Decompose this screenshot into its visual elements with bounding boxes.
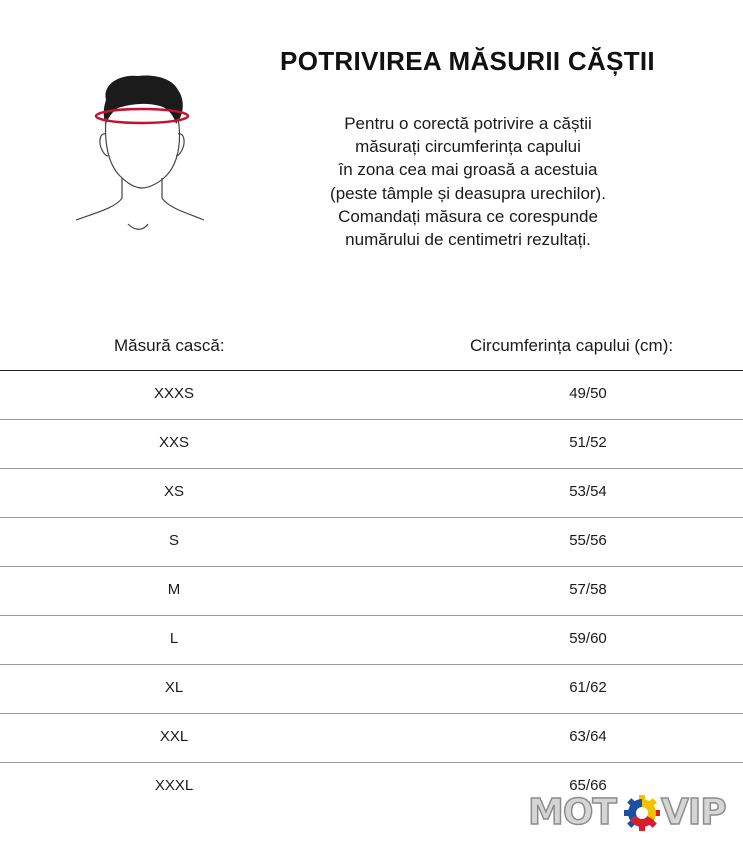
logo-text-right: VIP (661, 792, 726, 833)
instruction-line: numărului de centimetri rezultați. (345, 230, 591, 250)
motovip-logo (528, 792, 738, 834)
head-measurement-icon (72, 72, 212, 234)
table-row (0, 616, 743, 665)
gear-icon (623, 794, 661, 832)
column-header-size: Măsură cască: (114, 336, 225, 355)
size-cell: XL (164, 679, 184, 696)
instruction-line: în zona cea mai groasă a acestuia (338, 160, 598, 180)
circumference-cell: 65/66 (569, 777, 607, 794)
circumference-cell: 59/60 (569, 630, 607, 647)
table-row (0, 567, 743, 616)
circumference-cell: 55/56 (569, 532, 607, 549)
size-table (0, 371, 743, 811)
circumference-cell: 51/52 (569, 434, 607, 451)
table-row (0, 469, 743, 518)
size-cell: L (169, 630, 179, 647)
instruction-line: Pentru o corectă potrivire a căștii (344, 114, 592, 133)
size-cell: XXL (159, 728, 189, 745)
table-row (0, 714, 743, 763)
instruction-line: măsurați circumferința capului (355, 137, 581, 157)
circumference-cell: 63/64 (569, 728, 607, 745)
logo-text-left: MOT (528, 792, 616, 833)
circumference-cell: 61/62 (569, 679, 607, 696)
column-header-circumference: Circumferința capului (cm): (470, 336, 674, 355)
size-cell: XS (163, 483, 184, 500)
circumference-cell: 53/54 (569, 483, 607, 500)
size-cell: S (168, 532, 179, 549)
page-title: POTRIVIREA MĂSURII CĂȘTII (280, 46, 655, 76)
measurement-instructions (278, 112, 658, 251)
table-row (0, 518, 743, 567)
table-row (0, 371, 743, 420)
instruction-line: (peste tâmple și deasupra urechilor). (330, 183, 606, 203)
size-cell: XXXL (154, 777, 194, 794)
circumference-cell: 57/58 (569, 581, 607, 598)
table-row (0, 420, 743, 469)
size-cell: XXS (158, 434, 189, 451)
size-cell: M (167, 581, 181, 598)
table-row (0, 665, 743, 714)
size-cell: XXXS (153, 385, 195, 402)
instruction-line: Comandați măsura ce corespunde (338, 206, 598, 226)
circumference-cell: 49/50 (569, 385, 607, 402)
